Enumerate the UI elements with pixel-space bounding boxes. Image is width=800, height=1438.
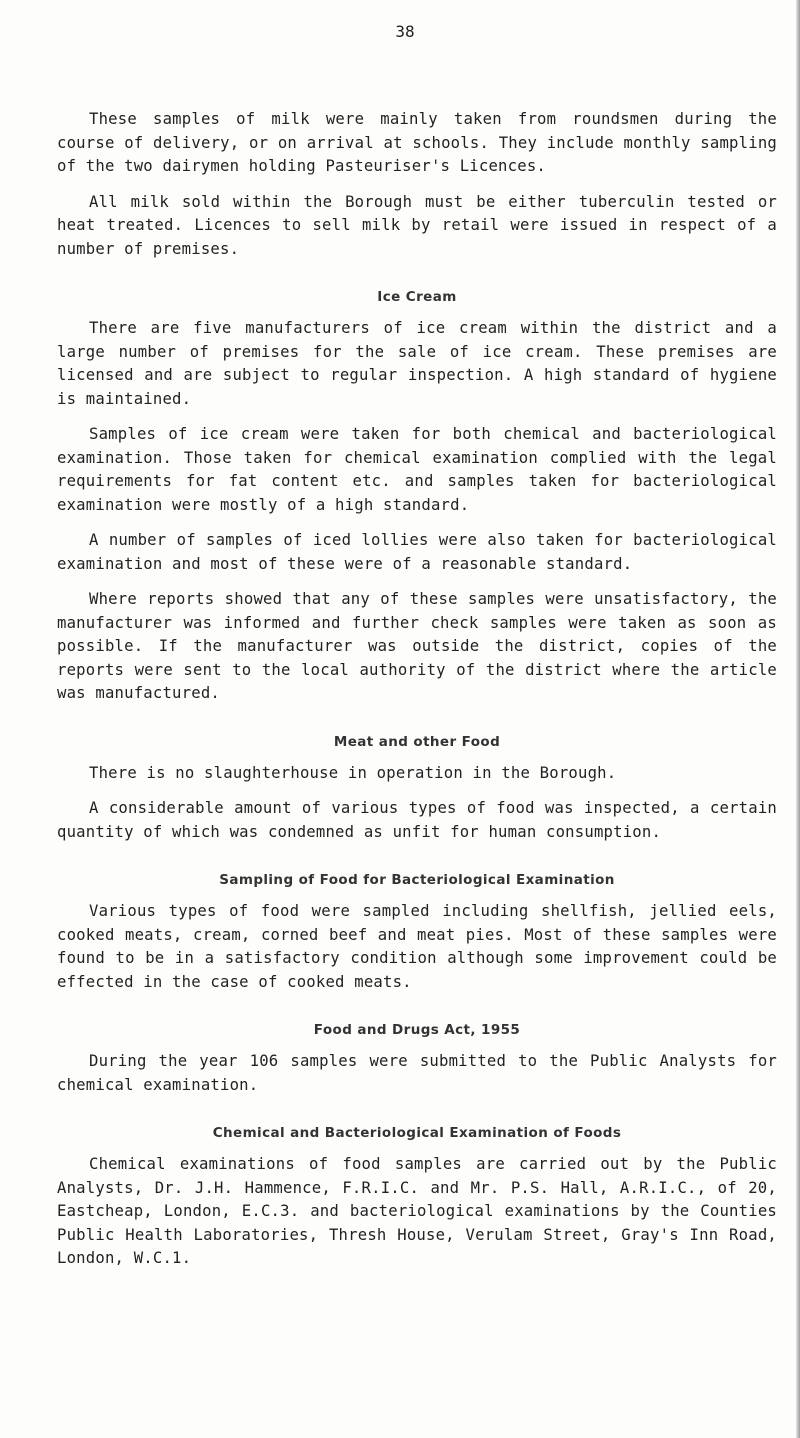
sampling-paragraph: Various types of food were sampled including shellfish, jellied eels, cooked meats, cream, corned beef and meat pies. Most of these samples were found to be in a satisfactory condition although some improvement could be effected in the case of cooked meats. <box>57 902 777 991</box>
food-drugs-act-paragraph: During the year 106 samples were submitted to the Public Analysts for chemical examination. <box>57 1052 777 1094</box>
slaughterhouse-paragraph: There is no slaughterhouse in operation in the Borough. <box>89 763 617 782</box>
iced-lollies-paragraph: A number of samples of iced lollies were also taken for bacteriological examination and most of these were of a reasonable standard. <box>57 531 777 573</box>
sampling-heading: Sampling of Food for Bacteriological Examination <box>219 872 615 888</box>
ice-cream-manufacturers-paragraph: There are five manufacturers of ice cream within the district and a large number of premises for the sale of ice cream. These premises are licensed and are subject to regular inspection. A high standard of hygiene is maintained. <box>57 319 777 408</box>
document-body <box>57 108 777 1283</box>
food-inspected-paragraph: A considerable amount of various types of food was inspected, a certain quantity of which was condemned as unfit for human consumption. <box>57 799 777 841</box>
unsatisfactory-reports-paragraph: Where reports showed that any of these samples were unsatisfactory, the manufacturer was informed and further check samples were taken as soon as possible. If the manufacturer was outside the district, copies of the reports were sent to the local authority of the district where the article was manufactured. <box>57 590 777 702</box>
ice-cream-samples-paragraph: Samples of ice cream were taken for both chemical and bacteriological examination. Those taken for chemical examination complied with the legal requirements for fat content etc. and samples taken for bacteriological examination were mostly of a high standard. <box>57 425 777 514</box>
page-edge-shadow <box>796 0 800 1438</box>
meat-heading: Meat and other Food <box>333 733 501 750</box>
milk-sampling-paragraph: These samples of milk were mainly taken from roundsmen during the course of delivery, or on arrival at schools. They include monthly sampling of the two dairymen holding Pasteuriser's Licences. <box>57 110 777 175</box>
food-drugs-act-heading: Food and Drugs Act, 1955 <box>313 1022 521 1038</box>
chemical-examination-paragraph: Chemical examinations of food samples are carried out by the Public Analysts, Dr. J.H. Hammence, F.R.I.C. and Mr. P.S. Hall, A.R.I.C., of 20, Eastcheap, London, E.C.3. and bacteriological examinations by the Counties Public Health Laboratories, Thresh House, Verulam Street, Gray's Inn Road, London, W.C.1. <box>57 1155 777 1267</box>
ice-cream-heading: Ice Cream <box>377 289 457 305</box>
chemical-examination-heading: Chemical and Bacteriological Examination of Foods <box>212 1125 622 1141</box>
milk-licences-paragraph: All milk sold within the Borough must be either tuberculin tested or heat treated. Licences to sell milk by retail were issued in respect of a number of premises. <box>57 192 777 258</box>
page-number: 38 <box>395 22 415 41</box>
